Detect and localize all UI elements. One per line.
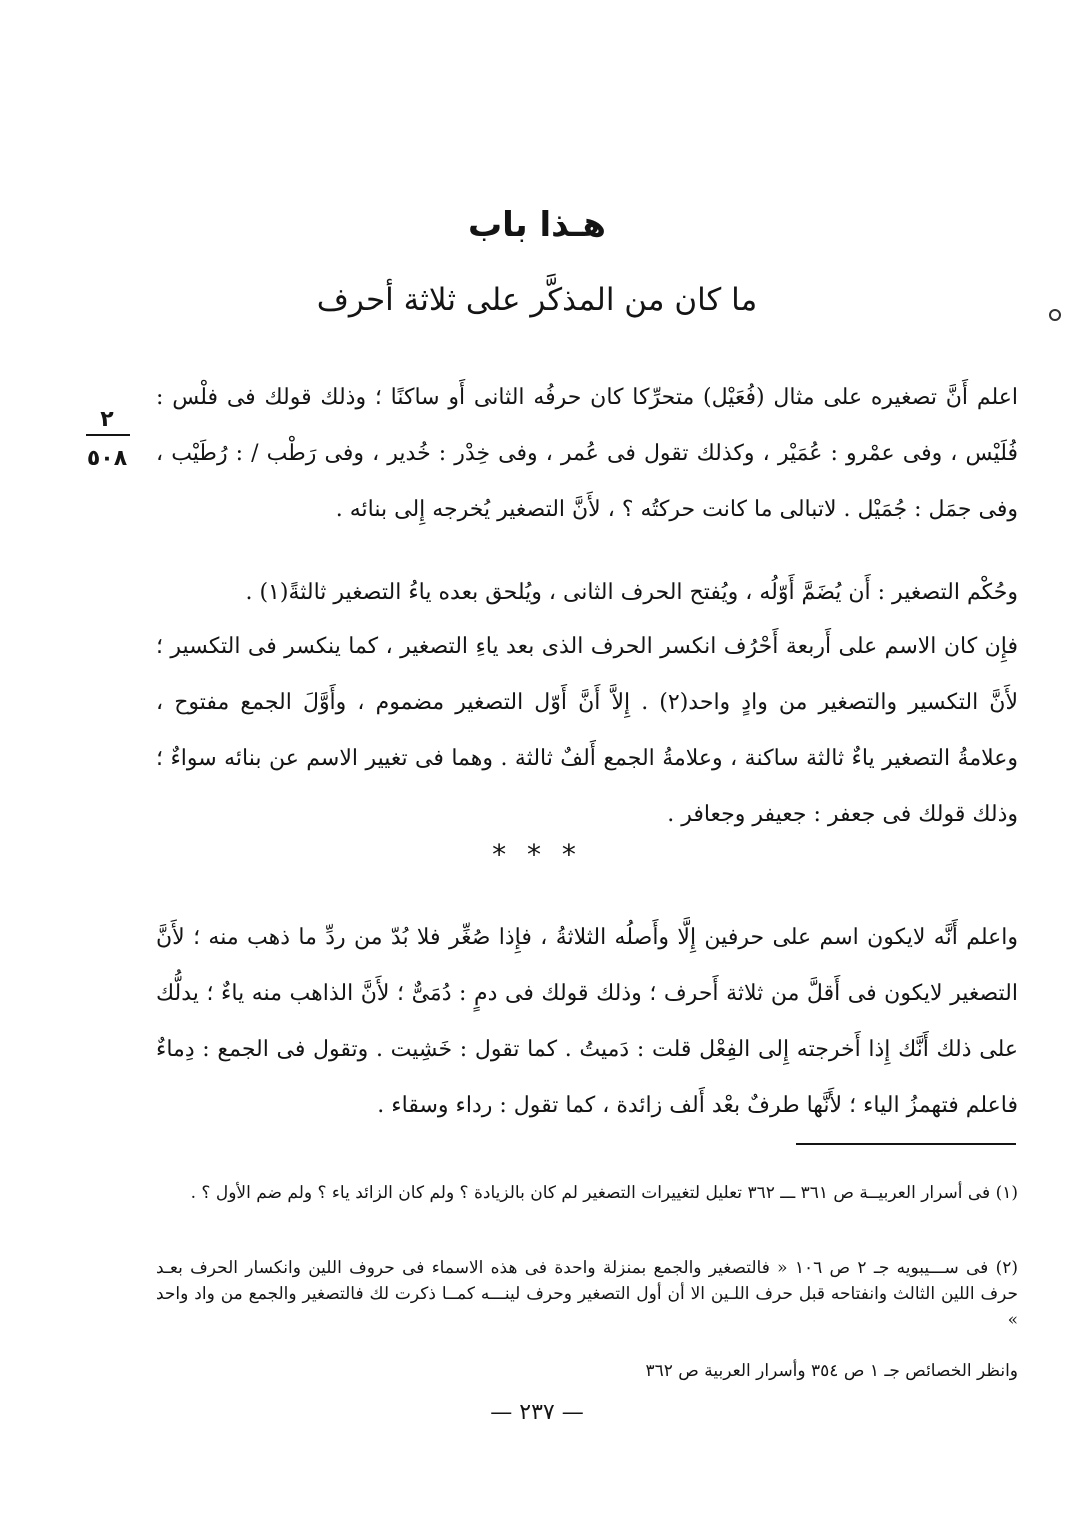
footnote: وانظر الخصائص جـ ١ ص ٣٥٤ وأسرار العربية ص ٣٦٢ <box>645 1361 1018 1381</box>
margin-reference-volume: ٢ <box>100 407 114 432</box>
chapter-subheading: ما كان من المذكَّر على ثلاثة أحرف <box>316 282 758 318</box>
page-number: — ٢٣٧ — <box>490 1400 584 1425</box>
section-separator: * * * <box>492 838 582 871</box>
paragraph: وحُكْم التصغير : أَن يُضَمَّ أَوّلُه ، ويُفتح الحرف الثانى ، ويُلحق بعده ياءُ التصغير ثالثةً(١) . <box>245 580 1018 605</box>
paragraph: واعلم أَنَّه لايكون اسم على حرفين إِلَّا وأَصلُه الثلاثةُ ، فإِذا صُغِّر فلا بُدّ من ردِّ ما ذهب منه ؛ لأَنَّ التصغير لايكون فى أَقلَّ من ثلاثة أَحرف ؛ وذلك قولك فى دمٍ : دُمَىٌّ ؛ لأَنَّ الذاهب منه ياءٌ ؛ يدلُّك على ذلك أَنَّك إِذا أَخرجته إِلى الفِعْل قلت : دَميتُ . كما تقول : خَشِيت . وتقول فى الجمع : دِماءٌ فاعلم فتهمزُ الياء ؛ لأَنَّها طرفٌ بعْد أَلف زائدة ، كما تقول : رداء وسقاء . <box>156 925 1018 1118</box>
footnote: (١) فى أسرار العربيــة ص ٣٦١ ـــ ٣٦٢ تعليل لتغييرات التصغير لم كان بالزيادة ؟ ولم كان الزائد ياء ؟ ولم ضم الأول ؟ . <box>190 1183 1018 1203</box>
footnote-divider <box>796 1143 1016 1145</box>
paragraph: فإِن كان الاسم على أَربعة أَحْرُف انكسر الحرف الذى بعد ياءِ التصغير ، كما ينكسر فى التكسير ؛ لأَنَّ التكسير والتصغير من وادٍ واحد(٢) . إِلاَّ أَنَّ أَوّل التصغير مضموم ، وأَوَّلَ الجمع مفتوح ، وعلامةُ التصغير ياءٌ ثالثة ساكنة ، وعلامةُ الجمع أَلفٌ ثالثة . وهما فى تغيير الاسم عن بنائه سواءٌ ؛ وذلك قولك فى جعفر : جعيفر وجعافر . <box>156 634 1019 827</box>
chapter-heading: هـذا باب <box>467 205 607 245</box>
footnote: (٢) فى ســـيبويه جـ ٢ ص ١٠٦ « فالتصغير والجمع بمنزلة واحدة فى هذه الاسماء فى حروف اللين وانكسار الحرف بعـد حرف اللين الثالث وانفتاحه قبل حرف اللـين الا أن أول التصغير وحرف لينـــه كمــا ذكرت لك فالتصغير والجمع من واد واحد » <box>156 1258 1018 1330</box>
margin-reference-divider <box>86 434 130 436</box>
margin-reference-page: ٥٠٨ <box>86 446 128 471</box>
paragraph: اعلم أَنَّ تصغيره على مثال (فُعَيْل) متحرِّكا كان حرفُه الثانى أَو ساكنًا ؛ وذلك قولك فى فلْس : فُلَيْس ، وفى عمْرو : عُمَيْر ، وكذلك تقول فى عُمر ، وفى خِدْر : خُدير ، وفى رَطْب / : رُطَيْب ، وفى جمَل : جُمَيْل . لاتبالى ما كانت حركتُه ؟ ، لأَنَّ التصغير يُخرجه إِلى بنائه . <box>156 385 1018 522</box>
